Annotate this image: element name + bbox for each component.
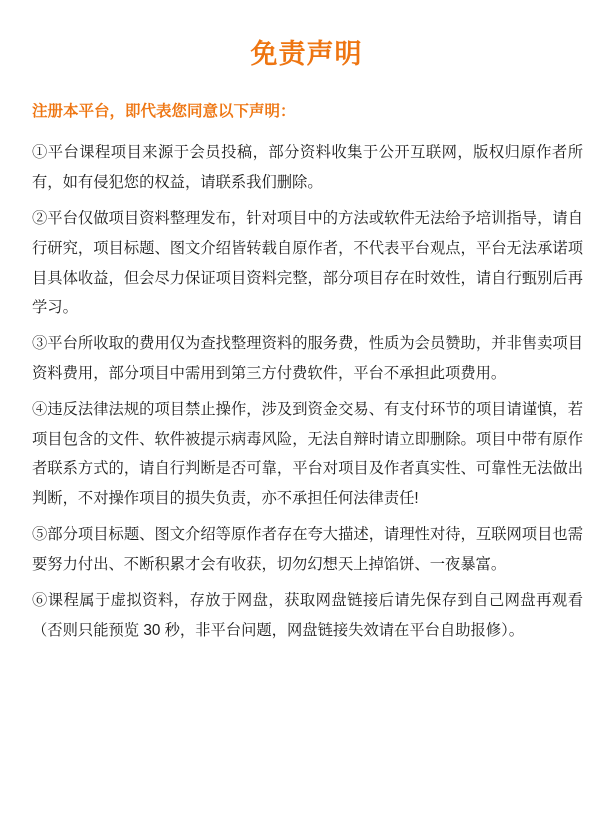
clause-item: ⑤部分项目标题、图文介绍等原作者存在夸大描述，请理性对待，互联网项目也需要努力付出、不断积累才会有收获，切勿幻想天上掉馅饼、一夜暴富。 xyxy=(32,526,583,573)
consent-lead-text: 注册本平台，即代表您同意以下声明： xyxy=(32,103,296,121)
clause-item: ③平台所收取的费用仅为查找整理资料的服务费，性质为会员赞助，并非售卖项目资料费用，部分项目中需用到第三方付费软件，平台不承担此项费用。 xyxy=(32,335,583,382)
page-title: 免责声明 xyxy=(250,39,363,69)
clause-item: ②平台仅做项目资料整理发布，针对项目中的方法或软件无法给予培训指导，请自行研究，项目标题、图文介绍皆转载自原作者，不代表平台观点，平台无法承诺项目具体收益，但会尽力保证项目资料完整，部分项目存在时效性，请自行甄别后再学习。 xyxy=(32,209,583,317)
clause-item: ⑥课程属于虚拟资料，存放于网盘，获取网盘链接后请先保存到自己网盘再观看（否则只能预览 30 秒，非平台问题，网盘链接失效请在平台自助报修）。 xyxy=(32,591,583,639)
clause-item: ①平台课程项目来源于会员投稿，部分资料收集于公开互联网，版权归原作者所有，如有侵犯您的权益，请联系我们删除。 xyxy=(32,144,583,192)
clause-item: ④违反法律法规的项目禁止操作，涉及到资金交易、有支付环节的项目请谨慎，若项目包含的文件、软件被提示病毒风险，无法自辩时请立即删除。项目中带有原作者联系方式的，请自行判断是否可靠，平台对项目及作者真实性、可靠性无法做出判断，不对操作项目的损失负责，亦不承担任何法律责任! xyxy=(32,400,583,508)
